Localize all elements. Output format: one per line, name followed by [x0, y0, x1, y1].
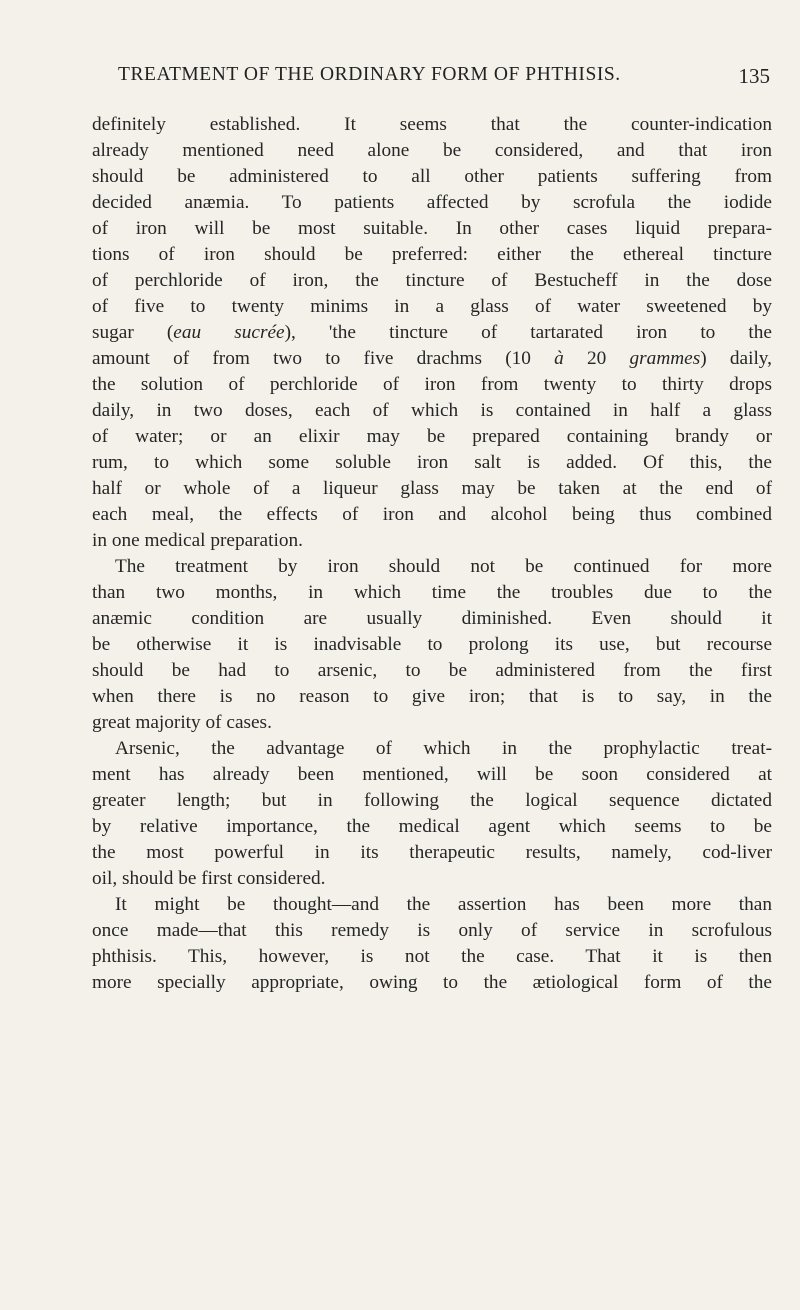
text-line: decided anæmia. To patients affected by scrofula the iodide	[92, 192, 772, 213]
text-segment: 20	[563, 348, 630, 369]
running-head-title: TREATMENT OF THE ORDINARY FORM OF PHTHISIS.	[118, 64, 621, 85]
text-segment: ) daily,	[700, 348, 773, 369]
text-line: the most powerful in its therapeutic results, namely, cod-liver	[92, 842, 772, 863]
text-line: Arsenic, the advantage of which in the prophylactic treat-	[115, 738, 772, 759]
text-line: more specially appropriate, owing to the ætiological form of the	[92, 972, 772, 993]
text-line: of iron will be most suitable. In other cases liquid prepara-	[92, 218, 772, 239]
text-line: of water; or an elixir may be prepared containing brandy or	[92, 426, 772, 447]
text-segment: sugar (	[92, 322, 174, 343]
text-line: than two months, in which time the troubles due to the	[92, 582, 772, 603]
text-line: great majority of cases.	[92, 712, 272, 733]
text-line: should be administered to all other patients suffering from	[92, 166, 772, 187]
running-head	[118, 64, 770, 96]
text-line: daily, in two doses, each of which is contained in half a glass	[92, 400, 772, 421]
italic-phrase: à	[554, 348, 564, 369]
italic-phrase: grammes	[629, 348, 701, 369]
text-line: greater length; but in following the logical sequence dictated	[92, 790, 772, 811]
body-text	[92, 112, 772, 996]
text-line	[92, 346, 772, 372]
text-line: each meal, the effects of iron and alcohol being thus combined	[92, 504, 772, 525]
text-line: should be had to arsenic, to be administered from the first	[92, 660, 772, 681]
text-line	[92, 320, 772, 346]
text-segment: amount of from two to five drachms (10	[92, 348, 555, 369]
text-line: by relative importance, the medical agent which seems to be	[92, 816, 772, 837]
text-line: once made—that this remedy is only of service in scrofulous	[92, 920, 772, 941]
text-line: when there is no reason to give iron; that is to say, in the	[92, 686, 772, 707]
page-number: 135	[738, 64, 770, 88]
text-line: already mentioned need alone be considered, and that iron	[92, 140, 772, 161]
text-line: anæmic condition are usually diminished. Even should it	[92, 608, 772, 629]
text-line: It might be thought—and the assertion has been more than	[115, 894, 772, 915]
italic-phrase: eau sucrée	[173, 322, 285, 343]
text-line: definitely established. It seems that the counter-indication	[92, 114, 772, 135]
text-line: rum, to which some soluble iron salt is added. Of this, the	[92, 452, 772, 473]
text-line: The treatment by iron should not be continued for more	[115, 556, 772, 577]
text-line: the solution of perchloride of iron from twenty to thirty drops	[92, 374, 772, 395]
text-line: tions of iron should be preferred: either the ethereal tincture	[92, 244, 772, 265]
text-line: of five to twenty minims in a glass of water sweetened by	[92, 296, 772, 317]
text-line: of perchloride of iron, the tincture of Bestucheff in the dose	[92, 270, 772, 291]
text-line: oil, should be first considered.	[92, 868, 326, 889]
text-line: phthisis. This, however, is not the case. That it is then	[92, 946, 772, 967]
text-line: ment has already been mentioned, will be soon considered at	[92, 764, 772, 785]
text-line: be otherwise it is inadvisable to prolong its use, but recourse	[92, 634, 772, 655]
text-line: half or whole of a liqueur glass may be taken at the end of	[92, 478, 772, 499]
text-segment: ), 'the tincture of tartarated iron to the	[284, 322, 772, 343]
text-line: in one medical preparation.	[92, 530, 303, 551]
